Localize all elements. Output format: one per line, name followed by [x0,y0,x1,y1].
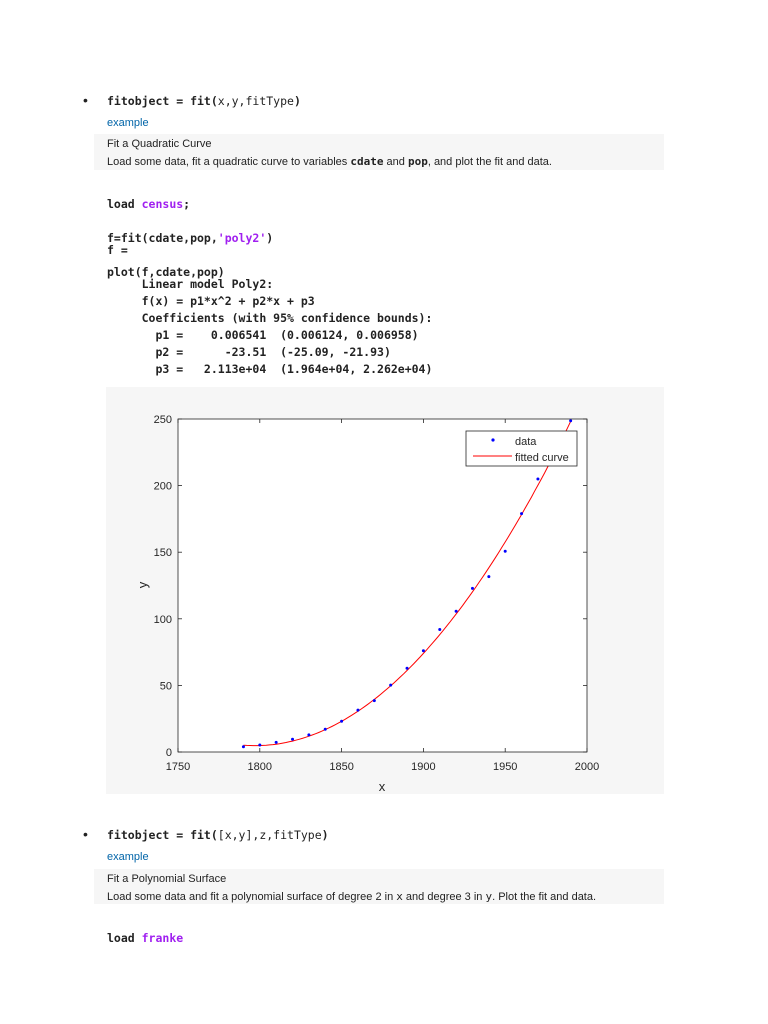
signature-args: [x,y],z,fitType [217,828,322,842]
data-point [340,720,343,723]
example-title: Fit a Polynomial Surface [107,873,227,885]
y-tick-label: 0 [165,747,172,759]
legend-label-data: data [515,436,537,448]
data-point [455,610,458,613]
code-line: load census; [107,197,191,211]
data-point [291,738,294,741]
example-description [107,888,596,906]
output-line: f = [107,243,128,257]
x-tick-label: 1750 [165,761,191,773]
x-tick-label: 1900 [411,761,436,773]
code-string: franke [141,931,184,945]
desc-text: and degree 3 in [402,891,486,903]
desc-text: . Plot the fit and data. [492,891,597,903]
data-point [275,741,278,744]
function-signature [107,94,301,108]
bullet: • [83,92,88,108]
signature-args: x,y,fitType [217,94,294,108]
output-line: Coefficients (with 95% confidence bounds): [107,311,433,325]
data-point [356,709,359,712]
data-point [504,550,507,553]
signature-name: fitobject = fit( [107,94,218,108]
data-point [536,477,539,480]
example-link[interactable]: example [107,117,149,129]
data-point [471,587,474,590]
y-tick-label: 250 [153,414,172,426]
output-line: p3 = 2.113e+04 (1.964e+04, 2.262e+04) [107,362,433,376]
bullet: • [83,826,88,842]
output-line: p1 = 0.006541 (0.006124, 0.006958) [107,328,419,342]
legend-label-fitted-curve: fitted curve [515,452,569,464]
data-point [242,745,245,748]
x-tick-label: 2000 [574,761,600,773]
data-point [258,743,261,746]
example-title: Fit a Quadratic Curve [107,138,212,150]
data-point [406,667,409,670]
signature-close: ) [293,94,301,108]
output-line: Linear model Poly2: [107,277,274,291]
function-signature [107,828,329,842]
variable-y: y [485,890,493,903]
output-line: p2 = -23.51 (-25.09, -21.93) [107,345,391,359]
data-point [520,512,523,515]
code-line: f=fit(cdate,pop,'poly2') [107,231,274,245]
chart [106,387,664,794]
x-tick-label: 1950 [492,761,518,773]
example-description-box [94,134,664,170]
desc-text: , and plot the fit and data. [427,156,552,168]
legend [466,431,577,466]
legend-data-marker [491,438,494,441]
example-description [107,153,552,171]
output-line [107,259,432,276]
y-tick-label: 200 [153,480,172,493]
x-tick-label: 1850 [329,761,354,773]
x-tick-label: 1800 [247,761,273,773]
variable-x: x [396,890,403,903]
variable-cdate: cdate [350,155,384,168]
data-point [324,728,327,731]
data-point [373,699,376,702]
desc-text: and [383,156,408,168]
data-point [389,684,392,687]
example-link[interactable]: example [107,851,149,863]
y-tick-label: 150 [153,547,172,560]
code-line: load franke [107,931,184,945]
desc-text: Load some data and fit a polynomial surface of degree 2 in [107,891,397,903]
x-axis-label: x [378,779,386,794]
data-point [569,419,572,422]
code-string: census [141,197,184,211]
code-block [107,913,183,964]
output-line: f(x) = p1*x^2 + p2*x + p3 [107,294,315,308]
signature-name: fitobject = fit( [107,828,218,842]
variable-pop: pop [407,155,428,168]
y-tick-label: 50 [159,680,172,693]
code-string: 'poly2' [217,231,267,245]
data-point [422,649,425,652]
figure-panel [106,387,664,794]
signature-close: ) [321,828,329,842]
code-line: plot(f,cdate,pop) [107,265,225,279]
data-point [438,628,441,631]
example-description-box [94,869,664,904]
data-point [487,575,490,578]
data-point [307,733,310,736]
y-tick-label: 100 [153,613,172,626]
plot-area [178,419,587,752]
command-output [107,242,432,378]
desc-text: Load some data, fit a quadratic curve to variables [107,156,351,168]
y-axis-label: y [135,581,150,589]
